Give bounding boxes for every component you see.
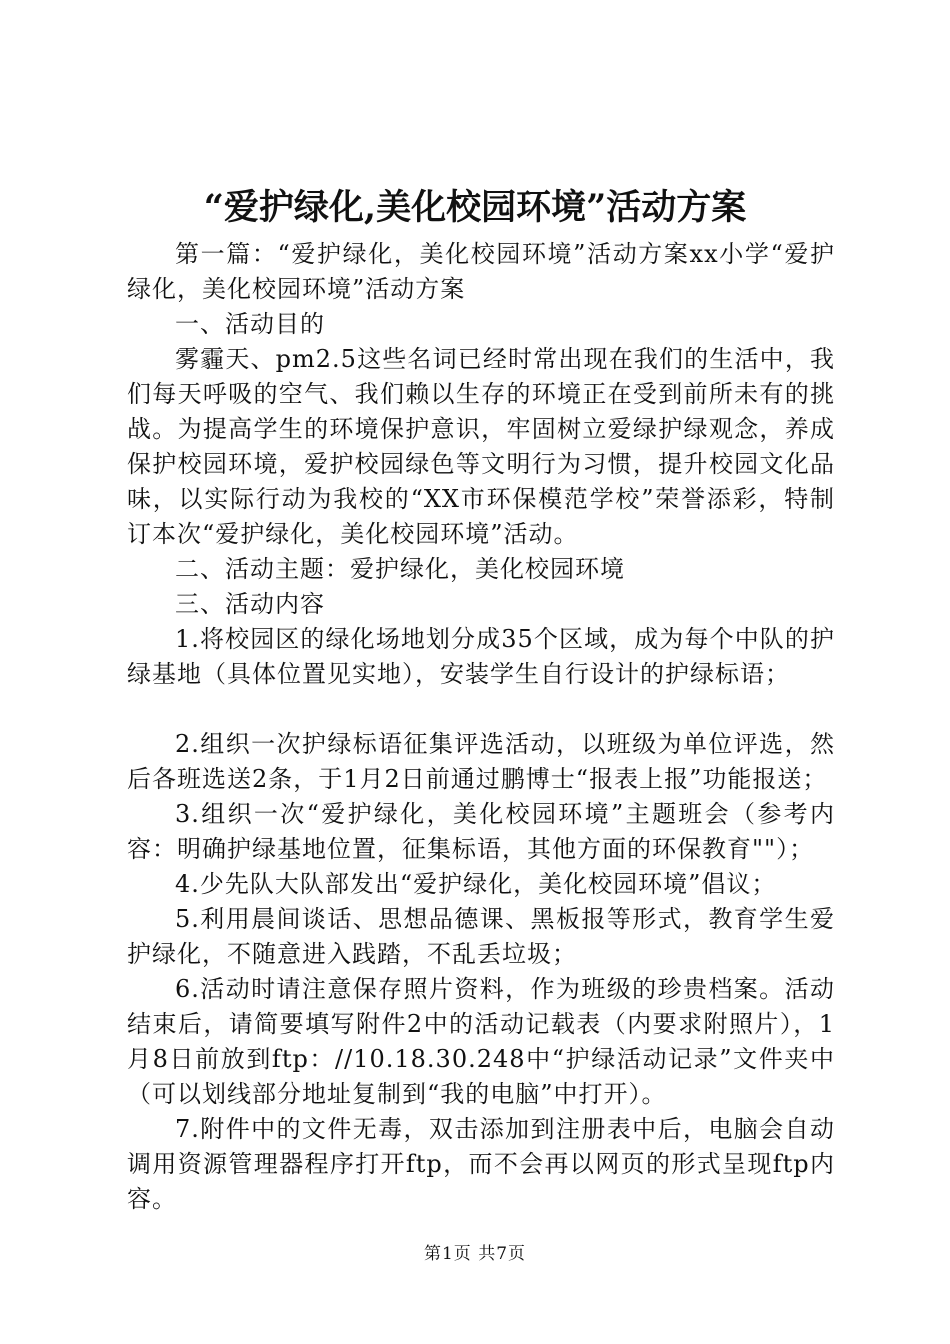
list-item-1: 1.将校园区的绿化场地划分成35个区域，成为每个中队的护绿基地（具体位置见实地），安装学生自行设计的护绿标语； xyxy=(127,625,835,688)
list-item-3: 3.组织一次“爱护绿化，美化校园环境”主题班会（参考内容：明确护绿基地位置，征集标语，其他方面的环保教育""）； xyxy=(127,800,835,863)
document-title: “爱护绿化,美化校园环境”活动方案 xyxy=(203,187,747,228)
list-item-6: 6.活动时请注意保存照片资料，作为班级的珍贵档案。活动结束后，请简要填写附件2中的活动记载表（内要求附照片），1月8日前放到ftp：//10.18.30.248中“护绿活动记录”文件夹中（可以划线部分地址复制到“我的电脑”中打开）。 xyxy=(127,975,835,1108)
heading-activity-purpose: 一、活动目的 xyxy=(175,310,325,338)
document-body xyxy=(127,237,835,1217)
heading-activity-theme: 二、活动主题：爱护绿化，美化校园环境 xyxy=(175,555,625,583)
paragraph-purpose-body: 雾霾天、pm2.5这些名词已经时常出现在我们的生活中，我们每天呼吸的空气、我们赖以生存的环境正在受到前所未有的挑战。为提高学生的环境保护意识，牢固树立爱绿护绿观念，养成保护校园环境，爱护校园绿色等文明行为习惯，提升校园文化品味，以实际行动为我校的“XX市环保模范学校”荣誉添彩，特制订本次“爱护绿化，美化校园环境”活动。 xyxy=(127,345,835,548)
list-item-2: 2.组织一次护绿标语征集评选活动，以班级为单位评选，然后各班选送2条，于1月2日前通过鹏博士“报表上报”功能报送； xyxy=(127,730,835,793)
paragraph-intro: 第一篇：“爱护绿化，美化校园环境”活动方案xx小学“爱护绿化，美化校园环境”活动方案 xyxy=(127,240,835,303)
page-footer: 第1页 共7页 xyxy=(423,1244,527,1264)
list-item-7: 7.附件中的文件无毒，双击添加到注册表中后，电脑会自动调用资源管理器程序打开ftp，而不会再以网页的形式呈现ftp内容。 xyxy=(127,1115,835,1213)
list-item-5: 5.利用晨间谈话、思想品德课、黑板报等形式，教育学生爱护绿化，不随意进入践踏，不乱丢垃圾； xyxy=(127,905,835,968)
list-item-4: 4.少先队大队部发出“爱护绿化，美化校园环境”倡议； xyxy=(175,870,777,898)
blank-line xyxy=(127,692,835,727)
heading-activity-content: 三、活动内容 xyxy=(175,590,325,618)
